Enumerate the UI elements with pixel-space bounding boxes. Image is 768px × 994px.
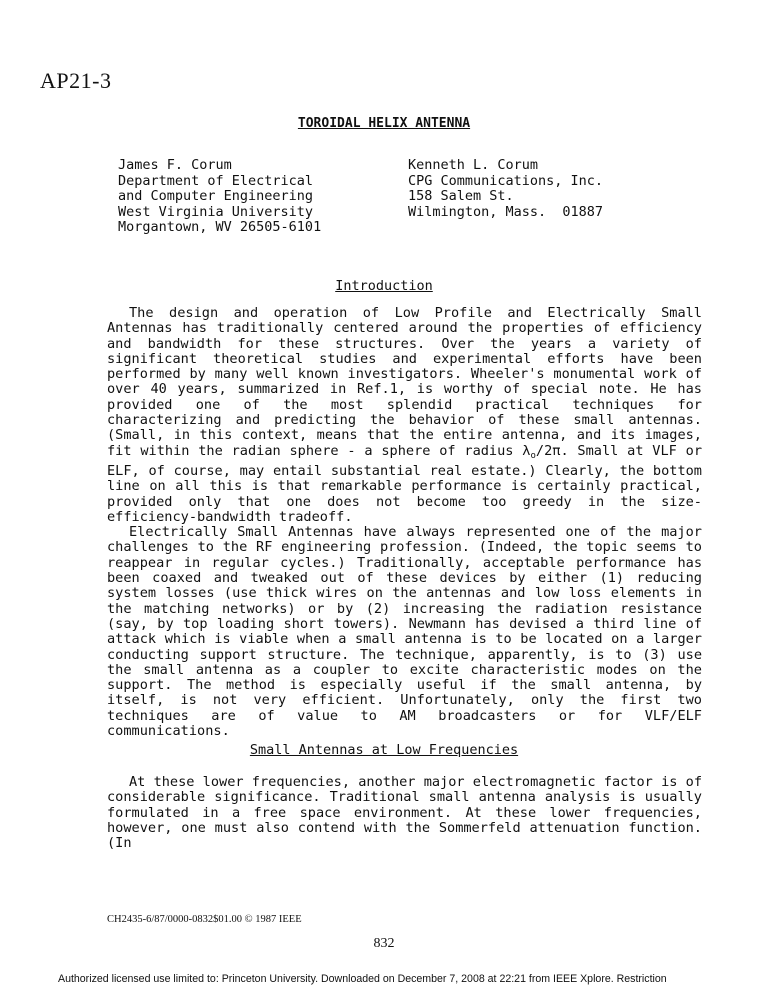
footer-code: CH2435-6/87/0000-0832$01.00 © 1987 IEEE	[107, 914, 302, 925]
author-2-name: Kenneth L. Corum	[408, 157, 539, 173]
author-1-name: James F. Corum	[118, 157, 232, 173]
small-antennas-paragraph-1: At these lower frequencies, another major electromagnetic factor is of considerable significance. Traditional small antenna analysis is usually formulated in a free space environment. At these lower frequencies, however, one must also contend with the Sommerfeld attenuation function. (In	[107, 774, 702, 852]
author-1-affiliation-line-2: and Computer Engineering	[118, 188, 314, 204]
paper-id: AP21-3	[40, 68, 112, 93]
author-block-2	[408, 158, 603, 220]
paper-title: TOROIDAL HELIX ANTENNA	[297, 116, 471, 131]
introduction-body	[107, 306, 702, 739]
paragraph-1-text-before: The design and operation of Low Profile and Electrically Small Antennas has traditionally centered around the properties of efficiency and bandwidth for these structures. Over the years a variety of significant theoretical studies and experimental efforts have been performed by many well known investigators. Wheeler's monumental work of over 40 years, summarized in Ref.1, is worthy of special note. He has provided one of the most splendid practical techniques for characterizing and predicting the behavior of these small antennas. (Small, in this context, means that the entire antenna, and its images, fit within the radian sphere - a sphere of radius λ	[107, 305, 702, 459]
small-antennas-body	[107, 775, 702, 851]
section-heading-introduction: Introduction	[335, 278, 433, 294]
author-block-1	[118, 158, 321, 236]
author-2-affiliation-line-3: Wilmington, Mass. 01887	[408, 203, 604, 220]
introduction-paragraph-2: Electrically Small Antennas have always represented one of the major challenges to the RF engineering profession. (Indeed, the topic seems to reappear in regular cycles.) Traditionally, acceptable performance has been coaxed and tweaked out of these devices by either (1) reducing system losses (use thick wires on the antennas and low loss elements in the matching networks) or by (2) increasing the radiation resistance (say, by top loading short towers). Newmann has devised a third line of attack which is viable when a small antenna is to be located on a larger conducting support structure. The technique, apparently, is to (3) use the small antenna as a coupler to excite characteristic modes on the support. The method is especially useful if the small antenna, by itself, is not very efficient. Unfortunately, only the first two techniques are of value to AM broadcasters or for VLF/ELF communications.	[107, 524, 702, 740]
introduction-paragraph-1	[107, 306, 702, 525]
page-number: 832	[373, 936, 395, 951]
paragraph-1-text-after: /2π. Small at VLF or ELF, of course, may entail substantial real estate.) Clearly, the bottom line on all this is that remarkable performance is certainly practical, provided only that one does not become too greedy in the size-efficiency-bandwidth tradeoff.	[107, 442, 703, 525]
lambda-subscript: o	[530, 450, 536, 461]
author-1-affiliation-line-3: West Virginia University	[118, 203, 314, 220]
section-heading-small-antennas: Small Antennas at Low Frequencies	[249, 742, 519, 758]
author-1-affiliation-line-4: Morgantown, WV 26505-6101	[118, 219, 322, 235]
author-1-affiliation-line-1: Department of Electrical	[118, 172, 314, 189]
author-2-affiliation-line-2: 158 Salem St.	[408, 188, 514, 204]
license-notice: Authorized licensed use limited to: Princeton University. Downloaded on December 7, 2008 at 22:21 from IEEE Xplore. Restriction	[58, 973, 667, 985]
author-2-affiliation-line-1: CPG Communications, Inc.	[408, 172, 604, 189]
